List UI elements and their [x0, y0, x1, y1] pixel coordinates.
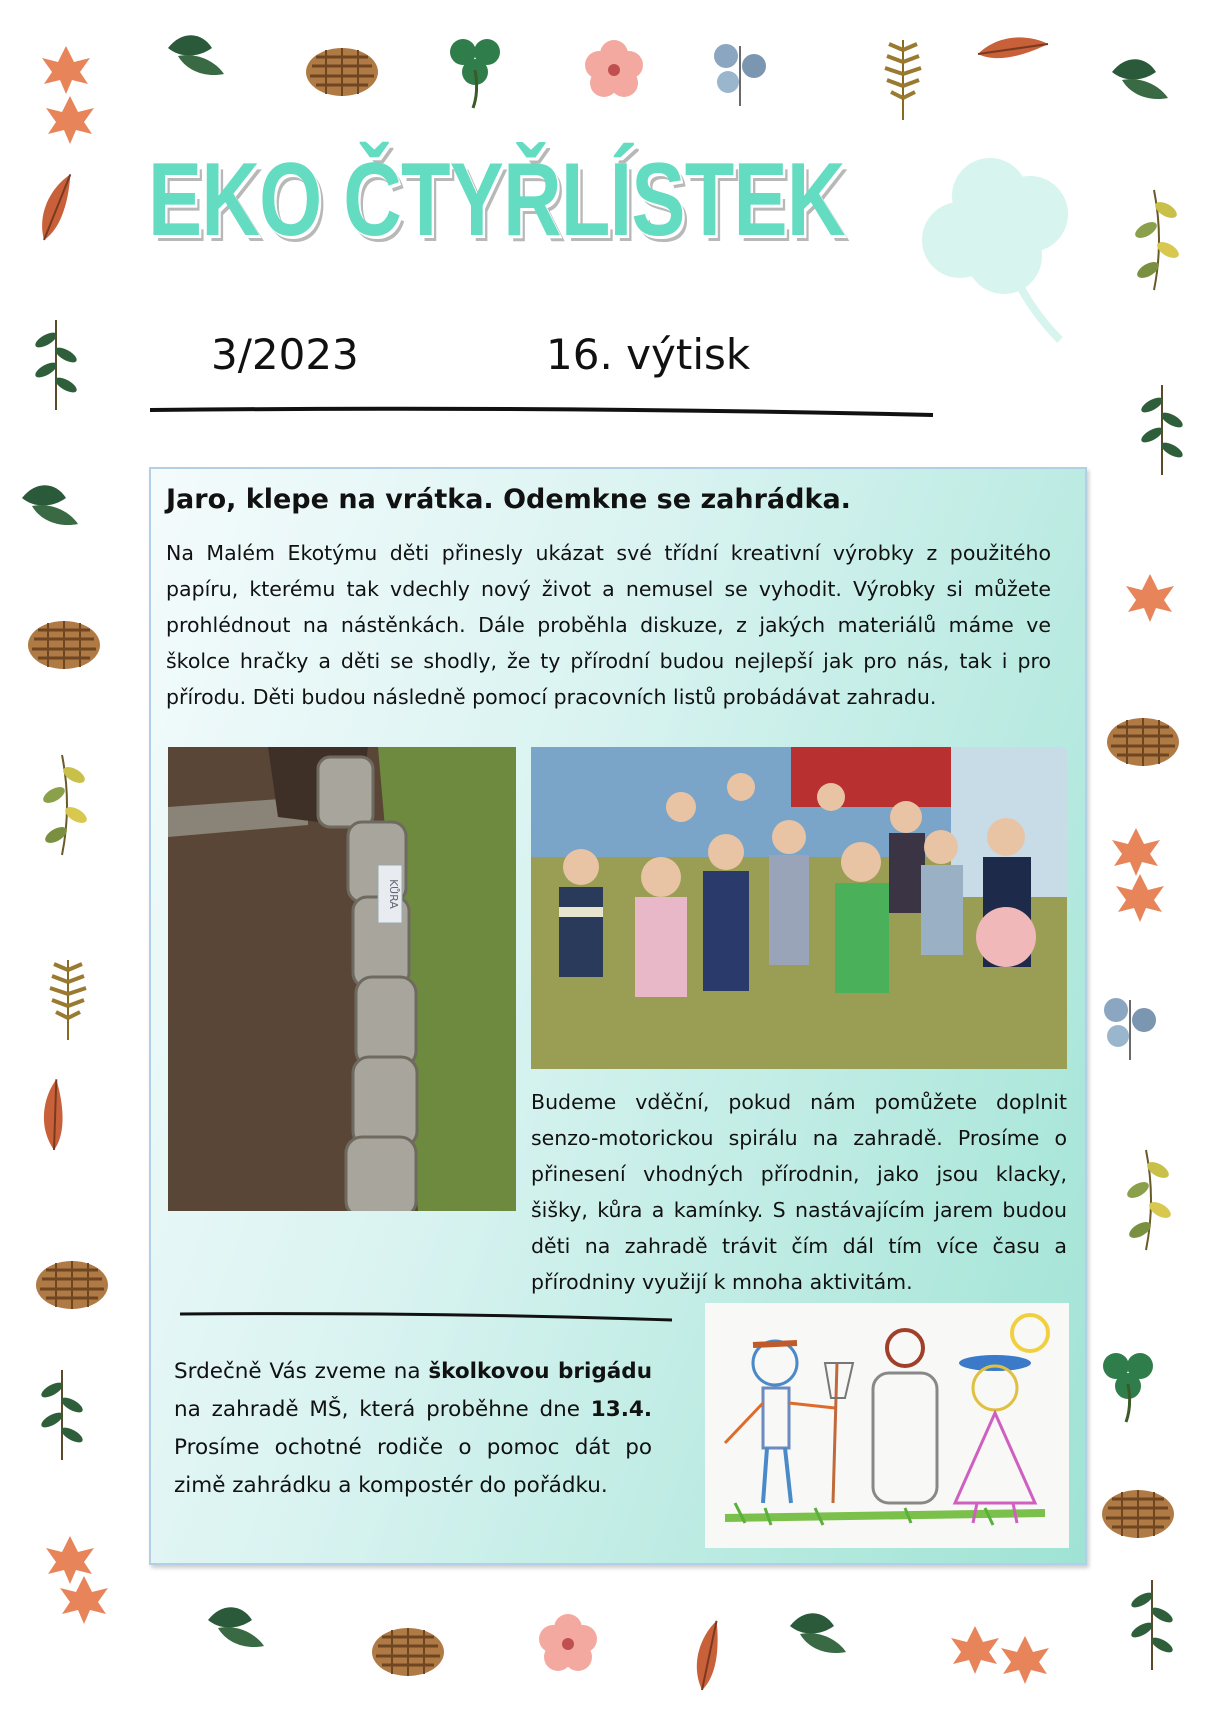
- newsletter-title: EKO ČTYŘLÍSTEK: [148, 142, 845, 258]
- invite-text-3: Prosíme ochotné rodiče o pomoc dát po zimě zahrádku a kompostér do pořádku.: [174, 1435, 652, 1498]
- invite-bold-date: 13.4.: [590, 1397, 652, 1422]
- brigade-invitation: [174, 1353, 652, 1505]
- garden-photo: [168, 747, 516, 1211]
- invite-text-1: Srdečně Vás zveme na: [174, 1359, 429, 1384]
- article-intro: Na Malém Ekotýmu děti přinesly ukázat své třídní kreativní výrobky z použitého papíru, kterému tak vdechly nový život a nemusel se vyhodit. Výrobky si můžete prohlédnout na nástěnkách. Dále proběhla diskuze, z jakých materiálů máme ve školce hračky a děti se shodly, že ty přírodní budou nejlepší jak pro nás, tak i pro přírodu. Děti budou následně pomocí pracovních listů probádávat zahradu.: [166, 541, 1051, 709]
- issue-number: 16. výtisk: [546, 330, 751, 379]
- section-divider: [178, 1310, 678, 1322]
- garden-label: KŮRA: [387, 879, 400, 909]
- invite-text-2: na zahradě MŠ, která proběhne dne: [174, 1397, 591, 1422]
- article-request: Budeme vděční, pokud nám pomůžete doplnit senzo-motorickou spirálu na zahradě. Prosíme o přinesení vhodných přírodnin, jako jsou klacky, šišky, kůra a kamínky. S nastávajícím jarem budou děti na zahradě trávit čím dál tím více času a přírodniny využijí k mnoha aktivitám.: [531, 1090, 1067, 1294]
- child-drawing: [705, 1303, 1069, 1548]
- invite-bold-brigade: školkovou brigádu: [428, 1359, 652, 1384]
- issue-date: 3/2023: [211, 330, 359, 379]
- children-photo: [531, 747, 1067, 1069]
- article-headline: Jaro, klepe na vrátka. Odemkne se zahrádka.: [166, 484, 851, 515]
